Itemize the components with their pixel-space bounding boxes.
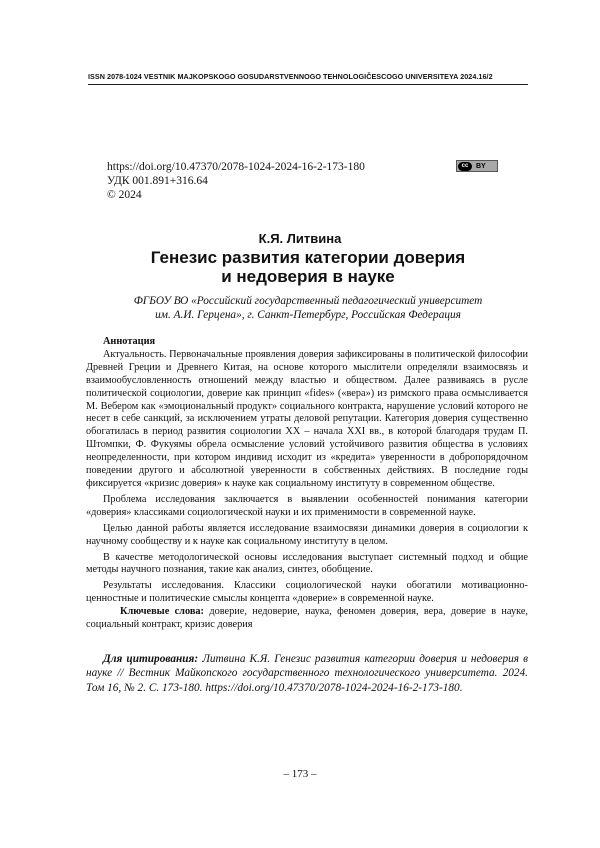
- citation-block: [86, 652, 528, 695]
- page-number: – 173 –: [283, 768, 317, 780]
- article-author: К.Я. Литвина: [258, 231, 342, 246]
- author-affiliation: [90, 294, 526, 322]
- keywords-list: доверие, недоверие, наука, феномен доверия, вера, доверие в науке, социальный контракт, кризис доверия: [86, 606, 528, 631]
- abstract-relevance: Актуальность. Первоначальные проявления доверия зафиксированы в политической философии Древней Греции и Древнего Китая, на основе которого мыслители определяли взаимосвязь и взаимообусловленность отношений между властью и обществом. Далее развиваясь в русле политической социологии, доверие как принцип «fides» («вера») из римского права осмысливается М. Вебером как «эмоциональный продукт» социального контракта, нарушение условий которого не несет в себе санкций, за исключением утраты деловой репутации. Категория доверия существенно обогатилась в период развития социологии XX – начала XXI вв., в которой благодаря трудам П. Штомпки, Ф. Фукуямы обрела осмысление условий устойчивого развития общества в условиях неопределенности, при котором индивид исходит из «кредита» уверенности в добропорядочном поведении другого и абсолютной уверенности в собственных действиях. В последние годы фиксируется «кризис доверия» к науке как социальному институту в современном обществе.: [86, 348, 528, 489]
- title-line: и недоверия в науке: [221, 267, 395, 286]
- citation-label: Для цитирования:: [103, 653, 199, 665]
- affiliation-line: им. А.И. Герцена», г. Санкт-Петербург, Российская Федерация: [155, 309, 461, 321]
- keywords-paragraph: [86, 606, 528, 632]
- article-title: [100, 248, 516, 286]
- abstract-heading: Аннотация: [103, 336, 156, 347]
- doi-link[interactable]: https://doi.org/10.47370/2078-1024-2024-16-2-173-180: [107, 161, 365, 173]
- title-line: Генезис развития категории доверия: [150, 248, 466, 267]
- abstract-methods: В качестве методологической основы исследования выступает системный подход и общие методы научного познания, такие как анализ, синтез, обобщение.: [86, 551, 528, 576]
- journal-running-header: ISSN 2078-1024 VESTNIK MAJKOPSKOGO GOSUDARSTVENNOGO TEHNOLOGIČESCOGO UNIVERSITEYA 2024.16/2: [88, 72, 493, 81]
- abstract-problem: Проблема исследования заключается в выявлении особенностей понимания категории «доверия» классиками социологической науки и их применимости в современной науке.: [86, 493, 528, 518]
- keywords-label: Ключевые слова:: [120, 606, 204, 618]
- article-meta: [107, 160, 365, 202]
- abstract-results: Результаты исследования. Классики социологической науки обогатили мотивационно-ценностные и политические смыслы концепта «доверие» в современной науке.: [86, 580, 528, 605]
- affiliation-line: ФГБОУ ВО «Российский государственный педагогический университет: [133, 295, 483, 307]
- abstract-goal: Целью данной работы является исследование взаимосвязи динамики доверия в социологии к научному сообществу и к науке как социальному институту в целом.: [86, 522, 528, 547]
- creative-commons-icon: cc: [458, 162, 472, 171]
- udk-code: УДК 001.891+316.64: [107, 175, 208, 187]
- citation-paragraph: [86, 652, 528, 695]
- copyright: © 2024: [107, 189, 142, 201]
- cc-by-license-badge[interactable]: [456, 160, 498, 172]
- abstract-section: [86, 336, 528, 632]
- license-label: BY: [476, 162, 486, 170]
- citation-text: Литвина К.Я. Генезис развития категории доверия и недоверия в науке // Вестник Майкопского государственного технологического университета. 2024. Том 16, № 2. С. 173-180. https://doi.org/10.47370/2078-1024-2024-16-2-173-180.: [86, 653, 529, 694]
- header-divider: [88, 84, 528, 85]
